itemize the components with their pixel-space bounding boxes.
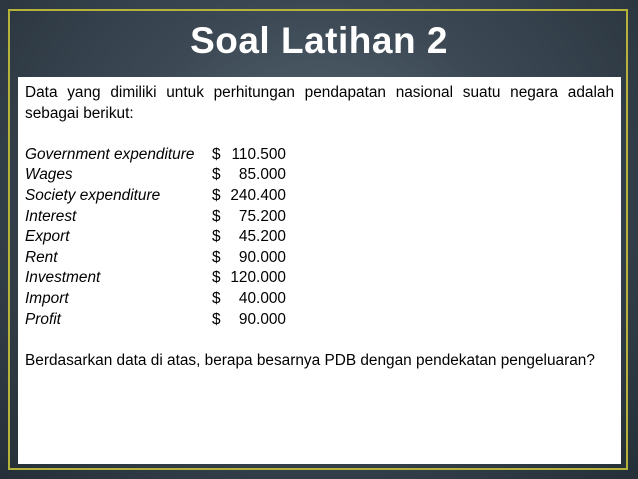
list-item (25, 268, 614, 289)
list-item (25, 145, 614, 166)
item-label: Profit (25, 310, 61, 328)
item-currency: $ (212, 166, 221, 184)
item-label: Investment (25, 269, 101, 287)
item-currency: $ (212, 269, 221, 287)
item-amount: 240.400 (230, 186, 286, 204)
list-item (25, 165, 614, 186)
item-currency: $ (212, 310, 221, 328)
item-currency: $ (212, 248, 221, 266)
item-currency: $ (212, 186, 221, 204)
item-label: Import (25, 289, 69, 307)
item-label: Rent (25, 248, 58, 266)
item-amount: 110.500 (231, 145, 286, 163)
item-label: Wages (25, 166, 73, 184)
item-label: Society expenditure (25, 186, 161, 204)
list-item (25, 186, 614, 207)
spacer (25, 330, 614, 351)
list-item (25, 227, 614, 248)
item-currency: $ (212, 145, 221, 163)
list-item (25, 248, 614, 269)
item-currency: $ (212, 289, 221, 307)
item-amount: 90.000 (238, 310, 286, 328)
item-amount: 75.200 (238, 207, 286, 225)
item-label: Export (25, 228, 70, 246)
list-item (25, 289, 614, 310)
item-amount: 120.000 (230, 269, 286, 287)
data-list (25, 145, 614, 330)
item-label: Interest (25, 207, 77, 225)
item-currency: $ (212, 207, 221, 225)
list-item (25, 310, 614, 331)
slide-title: Soal Latihan 2 (190, 20, 448, 61)
list-item (25, 207, 614, 228)
intro-text: Data yang dimiliki untuk perhitungan pendapatan nasional suatu negara adalah sebagai berikut: (25, 84, 614, 122)
spacer (25, 124, 614, 145)
question-text: Berdasarkan data di atas, berapa besarnya PDB dengan pendekatan pengeluaran? (25, 351, 595, 369)
content-panel (18, 77, 621, 464)
item-amount: 40.000 (238, 289, 286, 307)
item-currency: $ (212, 228, 221, 246)
item-amount: 85.000 (238, 166, 286, 184)
item-label: Government expenditure (25, 145, 195, 163)
item-amount: 90.000 (238, 248, 286, 266)
item-amount: 45.200 (238, 228, 286, 246)
